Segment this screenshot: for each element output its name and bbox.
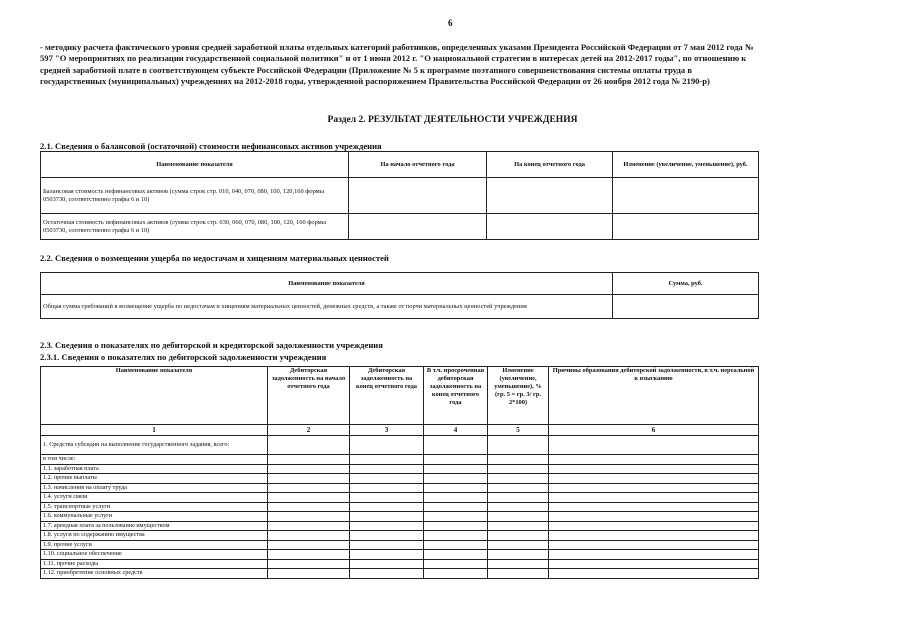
table-cell (549, 436, 759, 455)
row-label: 1.2. прочие выплаты (41, 474, 268, 484)
table-row (41, 521, 759, 531)
column-numbers-row (41, 425, 759, 436)
table-cell (549, 521, 759, 531)
table-row (41, 531, 759, 541)
table-cell (268, 455, 350, 465)
row-label: 1.1. заработная плата (41, 464, 268, 474)
table-row (41, 540, 759, 550)
table-cell (549, 569, 759, 579)
row-label: 1. Средства субсидии на выполнение государственного задания, всего: (41, 436, 268, 455)
table-cell (549, 493, 759, 503)
table-cell (424, 436, 488, 455)
row-label-residual-value: Остаточная стоимость нефинансовых активов (сумма строк стр. 030, 060, 070, 080, 100, 120, 160 формы 0503730, соответственно графы 6 и 10) (41, 214, 349, 240)
table-cell (424, 464, 488, 474)
col-header-indicator: Наименование показателя (41, 152, 349, 178)
col-header-end-year: На конец отчетного года (487, 152, 613, 178)
damage-compensation-table (40, 272, 759, 319)
table-cell (268, 493, 350, 503)
table-cell (268, 521, 350, 531)
row-label: 1.12. приобретение основных средств (41, 569, 268, 579)
table-cell (613, 178, 759, 214)
row-label: 1.5. транспортные услуги (41, 502, 268, 512)
table-cell (488, 464, 549, 474)
row-label-balance-value: Балансовая стоимость нефинансовых активов (сумма строк стр. 010, 040, 070, 080, 100, 120,160 формы 0503730, соответственно графы 6 и 10) (41, 178, 349, 214)
table-cell (549, 483, 759, 493)
table-row (41, 559, 759, 569)
row-label: 1.6. коммунальные услуги (41, 512, 268, 522)
table-cell (549, 474, 759, 484)
table-cell (350, 493, 424, 503)
table-row (41, 464, 759, 474)
table-cell (350, 474, 424, 484)
table-cell (488, 455, 549, 465)
col-header-reasons: Причины образования дебиторской задолженности, в т.ч. нереальной к взысканию (549, 367, 759, 425)
non-financial-assets-table (40, 151, 759, 240)
table-cell (488, 493, 549, 503)
table-cell (350, 483, 424, 493)
row-label: 1.7. арендная плата за пользование имуществом (41, 521, 268, 531)
col-header-change: Изменение (увеличение, уменьшение), руб. (613, 152, 759, 178)
table-cell (268, 483, 350, 493)
table-cell (350, 531, 424, 541)
table-row (41, 502, 759, 512)
table-cell (349, 214, 487, 240)
table-cell (549, 550, 759, 560)
table-cell (350, 436, 424, 455)
table-row (41, 474, 759, 484)
receivables-table (40, 366, 759, 579)
table-cell (268, 531, 350, 541)
table-cell (549, 559, 759, 569)
table-cell (424, 540, 488, 550)
table-cell (268, 540, 350, 550)
table-cell (350, 502, 424, 512)
table-row (41, 493, 759, 503)
row-label: 1.10. социальное обеспечение (41, 550, 268, 560)
subsection-2-2-title: 2.2. Сведения о возмещении ущерба по недостачам и хищениям материальных ценностей (40, 253, 389, 263)
table-cell (613, 295, 759, 319)
table-cell (424, 531, 488, 541)
row-label: 1.11. прочие расходы (41, 559, 268, 569)
table-cell (549, 540, 759, 550)
subsection-2-1-title: 2.1. Сведения о балансовой (остаточной) стоимости нефинансовых активов учреждения (40, 141, 382, 151)
table-cell (424, 512, 488, 522)
table-cell (268, 569, 350, 579)
table-row (41, 512, 759, 522)
col-header-start-year: На начало отчетного года (349, 152, 487, 178)
table-row (41, 295, 759, 319)
col-header-receivables-start: Дебиторская задолженность на начало отчетного года (268, 367, 350, 425)
table-cell (268, 436, 350, 455)
table-cell (424, 502, 488, 512)
table-cell (424, 474, 488, 484)
intro-paragraph: - методику расчета фактического уровня средней заработной платы отдельных категорий работников, определенных указами Президента Российской Федерации от 7 мая 2012 года № 597 "О мероприятиях по реализации государственной социальной политики" и от 1 июня 2012 г. "О национальной стратегии в интересах детей на 2012-2017 годы", по отношению к средней заработной плате в соответствующем субъекте Российской Федерации (Приложение № 5 к программе поэтапного совершенствования системы оплаты труда в государственных (муниципальных) учреждениях на 2012-2018 годы, утвержденной распоряжением Правительства Российской Федерации от 26 ноября 2012 года № 2190-р) (40, 42, 754, 87)
table-cell (488, 540, 549, 550)
table-cell (488, 502, 549, 512)
table-cell (613, 214, 759, 240)
table-cell (488, 559, 549, 569)
column-number: 4 (424, 425, 488, 436)
row-label: 1.9. прочие услуги (41, 540, 268, 550)
table-cell (350, 540, 424, 550)
table-cell (549, 502, 759, 512)
row-label: в том числе: (41, 455, 268, 465)
section-title: Раздел 2. РЕЗУЛЬТАТ ДЕЯТЕЛЬНОСТИ УЧРЕЖДЕНИЯ (327, 115, 578, 125)
table-cell (268, 559, 350, 569)
table-cell (488, 512, 549, 522)
table-cell (424, 569, 488, 579)
table-row (41, 550, 759, 560)
table-cell (549, 531, 759, 541)
table-cell (424, 493, 488, 503)
table-cell (424, 550, 488, 560)
table-cell (488, 569, 549, 579)
table-cell (350, 512, 424, 522)
table-cell (268, 474, 350, 484)
table-row (41, 455, 759, 465)
table-cell (549, 512, 759, 522)
table-cell (488, 521, 549, 531)
col-header-change-percent: Изменение (увеличение, уменьшение), % (гр. 5 = гр. 3/ гр. 2*100) (488, 367, 549, 425)
table-cell (424, 559, 488, 569)
table-cell (268, 464, 350, 474)
table-row (41, 569, 759, 579)
table-cell (350, 521, 424, 531)
row-label: 1.8. услуги по содержанию имущества (41, 531, 268, 541)
table-cell (488, 483, 549, 493)
column-number: 6 (549, 425, 759, 436)
col-header-sum: Сумма, руб. (613, 273, 759, 295)
col-header-indicator: Наименование показателя (41, 273, 613, 295)
table-cell (549, 464, 759, 474)
table-row (41, 178, 759, 214)
table-cell (268, 502, 350, 512)
table-cell (487, 178, 613, 214)
column-number: 2 (268, 425, 350, 436)
table-cell (424, 455, 488, 465)
table-row (41, 436, 759, 455)
col-header-indicator: Наименование показателя (41, 367, 268, 425)
table-cell (424, 521, 488, 531)
subsection-2-3-1-title: 2.3.1. Сведения о показателях по дебиторской задолженности учреждения (40, 352, 327, 362)
table-row (41, 214, 759, 240)
table-cell (488, 550, 549, 560)
table-cell (349, 178, 487, 214)
table-cell (549, 455, 759, 465)
table-cell (488, 436, 549, 455)
col-header-receivables-end: Дебиторская задолженность на конец отчетного года (350, 367, 424, 425)
column-number: 5 (488, 425, 549, 436)
table-cell (488, 474, 549, 484)
column-number: 1 (41, 425, 268, 436)
column-number: 3 (350, 425, 424, 436)
col-header-overdue: В т.ч. просроченная дебиторская задолженность на конец отчетного года (424, 367, 488, 425)
table-cell (488, 531, 549, 541)
table-cell (350, 550, 424, 560)
table-cell (424, 483, 488, 493)
row-label: 1.3. начисления на оплату труда (41, 483, 268, 493)
table-cell (350, 559, 424, 569)
subsection-2-3-title: 2.3. Сведения о показателях по дебиторской и кредиторской задолженности учреждения (40, 340, 383, 350)
row-label-total-claims: Общая сумма требований в возмещение ущерба по недостачам и хищениям материальных ценностей, денежных средств, а также от порчи материальных ценностей учреждения (41, 295, 613, 319)
table-cell (487, 214, 613, 240)
table-row (41, 483, 759, 493)
table-cell (268, 512, 350, 522)
page-number: 6 (448, 18, 453, 28)
table-cell (350, 464, 424, 474)
table-cell (350, 569, 424, 579)
table-cell (268, 550, 350, 560)
row-label: 1.4. услуги связи (41, 493, 268, 503)
table-cell (350, 455, 424, 465)
